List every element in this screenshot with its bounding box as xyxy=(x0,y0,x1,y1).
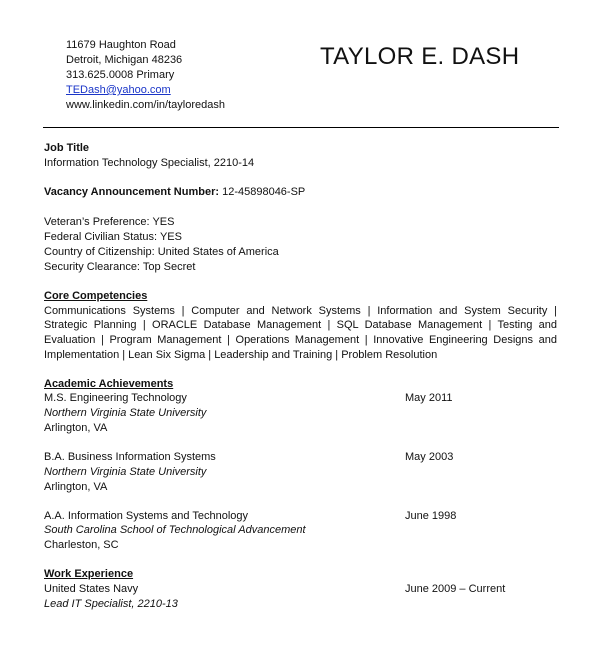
degree-title: A.A. Information Systems and Technology xyxy=(44,510,249,522)
veterans-preference: Veteran’s Preference: YES xyxy=(44,216,175,228)
employer: United States Navy xyxy=(44,583,139,595)
competencies-line: Evaluation | Program Management | Operations Management | Innovative Engineering Designs and xyxy=(44,334,557,346)
school-location: Charleston, SC xyxy=(44,539,119,551)
school-name: Northern Virginia State University xyxy=(44,466,207,478)
school-name: South Carolina School of Technological Advancement xyxy=(44,524,306,536)
street-address: 11679 Haughton Road xyxy=(66,39,176,51)
degree-title: B.A. Business Information Systems xyxy=(44,451,216,463)
degree-title: M.S. Engineering Technology xyxy=(44,392,187,404)
citizenship: Country of Citizenship: United States of America xyxy=(44,246,279,258)
contact-block xyxy=(66,38,225,113)
vacancy-number: 12-45898046-SP xyxy=(219,186,306,198)
vacancy-label: Vacancy Announcement Number: xyxy=(44,186,220,198)
school-location: Arlington, VA xyxy=(44,481,108,493)
linkedin-url: www.linkedin.com/in/tayloredash xyxy=(66,99,225,111)
position-title: Lead IT Specialist, 2210-13 xyxy=(44,598,178,610)
school-name: Northern Virginia State University xyxy=(44,407,207,419)
competencies-heading: Core Competencies xyxy=(44,290,148,302)
email-link[interactable]: TEDash@yahoo.com xyxy=(66,84,171,96)
phone-number: 313.625.0008 Primary xyxy=(66,69,175,81)
security-clearance: Security Clearance: Top Secret xyxy=(44,261,196,273)
competencies-line: Strategic Planning | ORACLE Database Management | SQL Database Management | Testing and xyxy=(44,319,557,331)
vacancy-announcement xyxy=(44,185,305,200)
education-heading: Academic Achievements xyxy=(44,378,174,390)
city-state-zip: Detroit, Michigan 48236 xyxy=(66,54,183,66)
degree-date: May 2003 xyxy=(405,451,454,463)
work-heading: Work Experience xyxy=(44,568,134,580)
job-title-heading: Job Title xyxy=(44,142,90,154)
header-divider xyxy=(43,127,559,128)
school-location: Arlington, VA xyxy=(44,422,108,434)
job-title-value: Information Technology Specialist, 2210-14 xyxy=(44,157,255,169)
degree-date: June 1998 xyxy=(405,510,457,522)
competencies-line: Implementation | Lean Six Sigma | Leadership and Training | Problem Resolution xyxy=(44,349,438,361)
work-dates: June 2009 – Current xyxy=(405,583,506,595)
candidate-name: TAYLOR E. DASH xyxy=(320,43,520,70)
federal-status: Federal Civilian Status: YES xyxy=(44,231,182,243)
competencies-line: Communications Systems | Computer and Network Systems | Information and System Security | xyxy=(44,305,557,317)
degree-date: May 2011 xyxy=(405,392,453,404)
